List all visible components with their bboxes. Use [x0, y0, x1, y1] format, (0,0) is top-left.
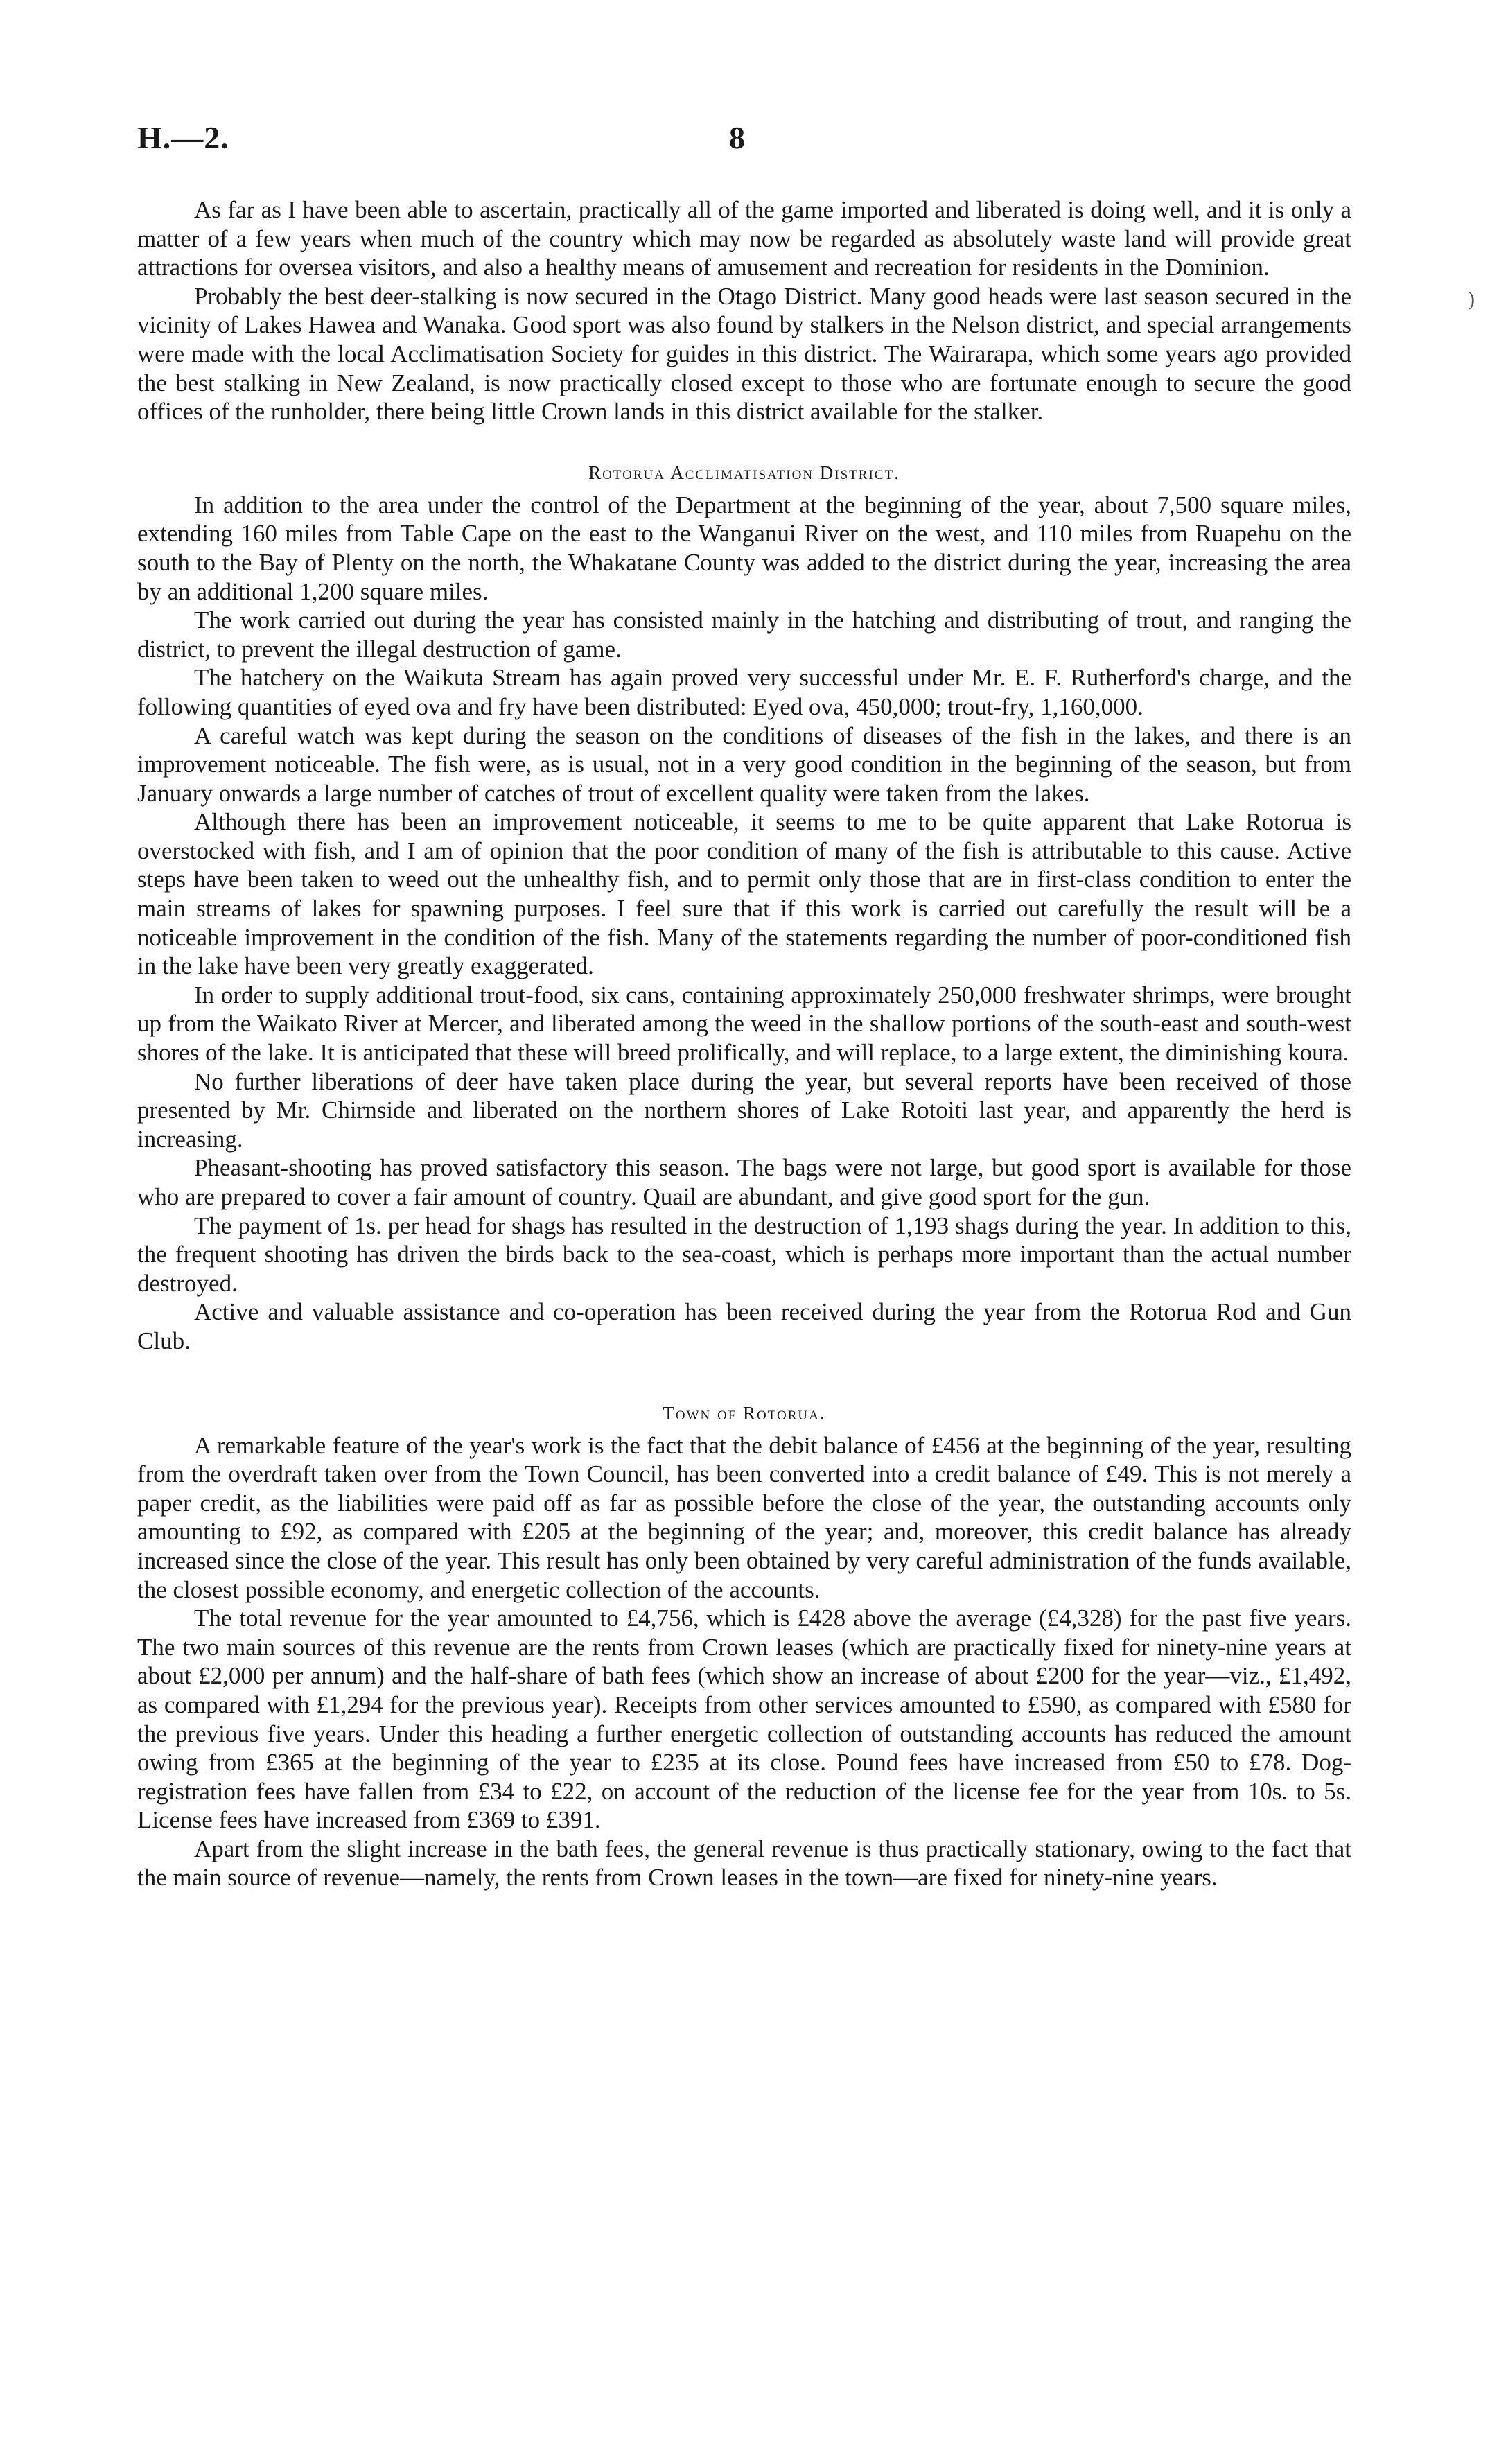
- paragraph: Active and valuable assistance and co-operation has been received during the year from the Rotorua Rod and Gun Club.: [137, 1298, 1351, 1354]
- paragraph: The payment of 1s. per head for shags has resulted in the destruction of 1,193 shags during the year. In addition to this, the frequent shooting has driven the birds back to the sea-coast, which is perhaps more important than the actual number destroyed.: [137, 1212, 1351, 1297]
- section-heading-town-of-rotorua: Town of Rotorua.: [663, 1402, 826, 1424]
- paragraph: As far as I have been able to ascertain, practically all of the game imported and liberated is doing well, and it is only a matter of a few years when much of the country which may now be regarded as absolutely waste land will provide great attractions for oversea visitors, and also a healthy means of amusement and recreation for residents in the Dominion.: [137, 196, 1351, 281]
- paragraph: A remarkable feature of the year's work is the fact that the debit balance of £456 at the beginning of the year, resulting from the overdraft taken over from the Town Council, has been converted into a credit balance of £49. This is not merely a paper credit, as the liabilities were paid off as far as possible before the close of the year, the outstanding accounts only amounting to £92, as compared with £205 at the beginning of the year; and, moreover, this credit balance has already increased since the close of the year. This result has only been obtained by very careful administration of the funds available, the closest possible economy, and energetic collection of the accounts.: [137, 1431, 1351, 1603]
- paragraph: No further liberations of deer have taken place during the year, but several reports have been received of those presented by Mr. Chirnside and liberated on the northern shores of Lake Rotoiti last year, and apparently the herd is increasing.: [137, 1067, 1351, 1153]
- report-reference: H.—2.: [137, 120, 229, 155]
- section-heading-rotorua-district: Rotorua Acclimatisation District.: [588, 462, 900, 483]
- body-text: [137, 195, 1351, 1892]
- paragraph: The total revenue for the year amounted to £4,756, which is £428 above the average (£4,328) for the past five years. The two main sources of this revenue are the rents from Crown leases (which are practically fixed for ninety-nine years at about £2,000 per annum) and the half-share of bath fees (which show an increase of about £200 for the year—viz., £1,492, as compared with £1,294 for the previous year). Receipts from other services amounted to £590, as compared with £580 for the previous five years. Under this heading a further energetic collection of outstanding accounts has reduced the amount owing from £365 at the beginning of the year to £235 at its close. Pound fees have increased from £50 to £78. Dog-registration fees have fallen from £34 to £22, on account of the reduction of the license fee for the year from 10s. to 5s. License fees have increased from £369 to £391.: [137, 1605, 1351, 1834]
- paragraph: Although there has been an improvement noticeable, it seems to me to be quite apparent that Lake Rotorua is overstocked with fish, and I am of opinion that the poor condition of many of the fish is attributable to this cause. Active steps have been taken to weed out the unhealthy fish, and to permit only those that are in first-class condition to enter the main streams of lakes for spawning purposes. I feel sure that if this work is carried out carefully the result will be a noticeable improvement in the condition of the fish. Many of the statements regarding the number of poor-conditioned fish in the lake have been very greatly exaggerated.: [137, 808, 1351, 980]
- paragraph: Pheasant-shooting has proved satisfactory this season. The bags were not large, but good sport is available for those who are prepared to cover a fair amount of country. Quail are abundant, and give good sport for the gun.: [137, 1154, 1351, 1210]
- paragraph: In addition to the area under the control of the Department at the beginning of the year, about 7,500 square miles, extending 160 miles from Table Cape on the east to the Wanganui River on the west, and 110 miles from Ruapehu on the south to the Bay of Plenty on the north, the Whakatane County was added to the district during the year, increasing the area by an additional 1,200 square miles.: [137, 491, 1351, 605]
- paragraph: In order to supply additional trout-food, six cans, containing approximately 250,000 freshwater shrimps, were brought up from the Waikato River at Mercer, and liberated among the weed in the shallow portions of the south-east and south-west shores of the lake. It is anticipated that these will breed prolifically, and will replace, to a large extent, the diminishing koura.: [137, 981, 1351, 1067]
- paragraph: Probably the best deer-stalking is now secured in the Otago District. Many good heads were last season secured in the vicinity of Lakes Hawea and Wanaka. Good sport was also found by stalkers in the Nelson district, and special arrangements were made with the local Acclimatisation Society for guides in this district. The Wairarapa, which some years ago provided the best stalking in New Zealand, is now practically closed except to those who are fortunate enough to secure the good offices of the runholder, there being little Crown lands in this district available for the stalker.: [137, 282, 1351, 426]
- paragraph: The work carried out during the year has consisted mainly in the hatching and distributing of trout, and ranging the district, to prevent the illegal destruction of game.: [137, 606, 1351, 663]
- margin-mark: ): [1468, 288, 1475, 311]
- paragraph: A careful watch was kept during the season on the conditions of diseases of the fish in the lakes, and there is an improvement noticeable. The fish were, as is usual, not in a very good condition in the beginning of the season, but from January onwards a large number of catches of trout of excellent quality were taken from the lakes.: [137, 722, 1351, 807]
- paragraph: Apart from the slight increase in the bath fees, the general revenue is thus practically stationary, owing to the fact that the main source of revenue—namely, the rents from Crown leases in the town—are fixed for ninety-nine years.: [137, 1835, 1351, 1891]
- paragraph: The hatchery on the Waikuta Stream has again proved very successful under Mr. E. F. Rutherford's charge, and the following quantities of eyed ova and fry have been distributed: Eyed ova, 450,000; trout-fry, 1,160,000.: [137, 664, 1351, 720]
- page-number: 8: [729, 120, 745, 155]
